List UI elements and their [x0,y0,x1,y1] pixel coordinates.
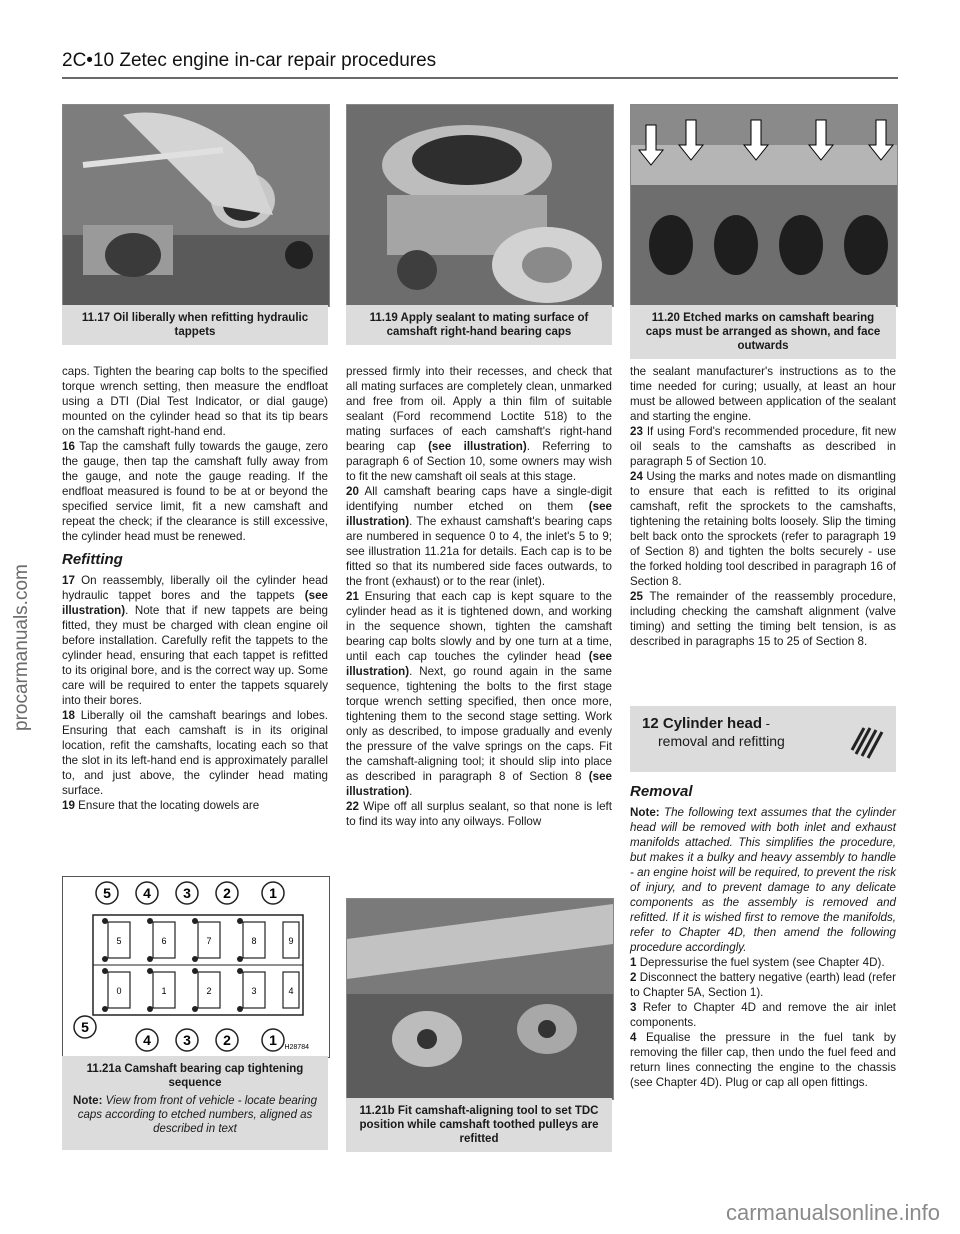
paragraph [630,469,896,589]
cap-number: 7 [206,936,212,946]
text-column-3 [630,364,896,649]
cap-number: 8 [251,936,257,946]
illustration-reference: (see illustration) [428,440,527,453]
difficulty-spanner-icon [850,720,886,760]
header-divider [62,77,898,79]
paragraph [630,1000,896,1030]
photo-etched-marks [630,104,898,307]
paragraph-text: . [409,785,413,798]
text-column-1 [62,364,328,813]
sequence-number: 2 [223,885,231,901]
cap-number: 3 [251,986,257,996]
paragraph-text: Equalise the pressure in the fuel tank by removing the filler cap, then undo the fuel feed and return lines connecting the engine to the chassis (see Chapter 4D). Plug or cap all open fittings. [630,1031,896,1089]
paragraph-text: . Referring to paragraph 6 of Section 10, some owners may wish to fit the new camshaft oil seals at this stage. [346,440,612,483]
sequence-number: 3 [183,885,191,901]
text-column-3-lower [630,784,896,1090]
sequence-number: 4 [143,1032,151,1048]
sequence-number: 2 [223,1032,231,1048]
paragraph-text: The remainder of the reassembly procedure, including checking the camshaft alignment (valve timing) and setting the timing belt tension, is as described in paragraphs 15 to 25 of Section 8. [630,590,896,648]
paragraph-number: 18 [62,709,75,722]
paragraph-number: 17 [62,574,75,587]
paragraph-text: All camshaft bearing caps have a single-digit identifying number etched on them [346,485,612,513]
paragraph-number: 24 [630,470,643,483]
paragraph-text: . The exhaust camshaft's bearing caps are numbered in sequence 0 to 4, the inlet's 5 to 9; see illustration 11.21a for details. Each cap is to be fitted so that its numbered side faces outwards, to the front (exhaust) or to the rear (inlet). [346,515,612,588]
paragraph [346,364,612,484]
illustration-reference: (see illustration) [346,650,612,678]
note-label: Note: [630,806,660,819]
paragraph: caps. Tighten the bearing cap bolts to the specified torque wrench setting, then measure the endfloat using a DTI (Dial Test Indicator, or dial gauge) mounted on the cylinder head so that its tip bears on the camshaft right-hand end. [62,365,328,438]
section-subtitle: removal and refitting [658,733,785,749]
diagram-note [70,1094,320,1136]
cap-number: 6 [161,936,167,946]
diagram-caption-block [62,1056,328,1150]
paragraph-number: 2 [630,971,637,984]
subheading-removal: Removal [630,783,693,800]
paragraph-text: If using Ford's recommended procedure, fit new oil seals to the camshafts as described in paragraph 5 of Section 10. [630,425,896,468]
cap-number: 1 [161,986,167,996]
paragraph-number: 1 [630,956,637,969]
diagram-caption: 11.21a Camshaft bearing cap tightening sequence [86,1063,304,1089]
paragraph-number: 3 [630,1001,637,1014]
paragraph-text: Liberally oil the camshaft bearings and lobes. Ensuring that each camshaft is in its original location, refit the camshafts, locating each so that the slot in its left-hand end is approximately parallel to, and just above, the cylinder head mating surface. [62,709,328,797]
paragraph [62,708,328,798]
paragraph [630,424,896,469]
cap-number: 5 [116,936,122,946]
paragraph-number: 21 [346,590,359,603]
photo-apply-sealant [346,104,614,307]
paragraph-number: 20 [346,485,359,498]
cap-number: 4 [288,986,294,996]
paragraph [630,1030,896,1090]
sequence-number: 5 [81,1019,89,1035]
paragraph-text: Depressurise the fuel system (see Chapter 4D). [639,956,885,969]
paragraph-text: Tap the camshaft fully towards the gauge, zero the gauge, then tap the camshaft fully away from the gauge, and note the gauge reading. If the endfloat measured is found to be at or beyond the specified service limit, fit a new camshaft and repeat the check; if the clearance is still excessive, the cylinder head must be renewed. [62,440,328,543]
photo-aligning-tool [346,898,614,1100]
paragraph [346,589,612,799]
paragraph-text: Ensure that the locating dowels are [78,799,260,812]
photo-caption: 11.17 Oil liberally when refitting hydraulic tappets [62,305,328,345]
paragraph-text: Disconnect the battery negative (earth) lead (refer to Chapter 5A, Section 1). [630,971,896,999]
photo-oil-tappets [62,104,330,307]
paragraph-number: 4 [630,1031,637,1044]
side-watermark: procarmanuals.com [11,564,32,731]
paragraph-text: . Next, go round again in the same sequence, tightening the bolts to the first stage torque wrench setting specified, then once more, tightening them to the second stage setting. Work only as described, to impose gradually and evenly the pressure of the valve springs on the caps. Fit the camshaft-aligning tool; it should slip into place as described in paragraph 8 of Section 8 [346,665,612,783]
illustration-reference: (see illustration) [346,500,612,528]
sequence-number: 5 [103,885,111,901]
paragraph-text: On reassembly, liberally oil the cylinder head hydraulic tappet bores and the tappets [62,574,328,602]
cap-number: 0 [116,986,122,996]
diagram-bearing-cap-sequence [62,876,330,1058]
paragraph [62,439,328,544]
cap-number: 2 [206,986,212,996]
sequence-number: 4 [143,885,151,901]
paragraph [346,799,612,829]
paragraph-text: pressed firmly into their recesses, and check that all mating surfaces are completely clean, unmarked and free from oil. Apply a thin film of suitable sealant (Ford recommend Loctite 518) to the mating surfaces of each camshaft's right-hand bearing cap [346,365,612,453]
paragraph-text: . Note that if new tappets are being fitted, they must be charged with clean engine oil before installation. Carefully refit the tappets to the cylinder head, ensuring that each tappet is refitted to its original bore, and is the correct way up. Some care will be required to enter the tappets squarely into their bores. [62,604,328,707]
paragraph [630,970,896,1000]
note-text: The following text assumes that the cylinder head will be removed with both inlet and exhaust manifolds attached. This simplifies the procedure, but makes it a bulky and heavy assembly to handle - an engine hoist will be required, to prevent the risk of injury, and to prevent damage to any delicate components as the assembly is removed and refitted. If it is wished first to remove the manifolds, refer to Chapter 4D, then amend the following procedure accordingly. [630,806,896,954]
sequence-number: 3 [183,1032,191,1048]
section-title: Cylinder head [662,715,763,732]
paragraph [62,573,328,708]
section-header-cylinder-head [630,706,896,772]
figure-reference-code: H28784 [284,1044,309,1051]
paragraph-text: Ensuring that each cap is kept square to the cylinder head as it is tightened down, and working in the sequence shown, tighten the camshaft bearing cap bolts slowly and by one turn at a time, until each cap touches the cylinder head [346,590,612,663]
paragraph-text: Using the marks and notes made on dismantling to ensure that each is refitted to its original camshaft, refit the sprockets to the camshafts, tightening the retaining bolts loosely. Slip the timing belt back onto the sprockets (refer to paragraph 19 of Section 8) and tighten the bolts securely - use the forked holding tool described in paragraph 16 of Section 8. [630,470,896,588]
note-label: Note: [73,1095,103,1107]
sequence-number: 1 [269,885,277,901]
paragraph-number: 23 [630,425,643,438]
paragraph-text: Refer to Chapter 4D and remove the air inlet components. [630,1001,896,1029]
note-paragraph [630,805,896,955]
paragraph [346,484,612,589]
paragraph-number: 16 [62,440,75,453]
text-column-2 [346,364,612,829]
photo-caption: 11.21b Fit camshaft-aligning tool to set TDC position while camshaft toothed pulleys are refitted [346,1098,612,1152]
paragraph-number: 19 [62,799,75,812]
page-title: 2C•10 Zetec engine in-car repair procedures [62,50,437,71]
paragraph [630,589,896,649]
paragraph: the sealant manufacturer's instructions as to the time needed for curing; usually, at least an hour must be allowed between application of the sealant and starting the engine. [630,365,896,423]
photo-caption: 11.19 Apply sealant to mating surface of camshaft right-hand bearing caps [346,305,612,345]
subheading-refitting: Refitting [62,551,123,568]
paragraph-text: Wipe off all surplus sealant, so that none is left to find its way into any oilways. Follow [346,800,612,828]
paragraph [630,955,896,970]
footer-watermark: carmanualsonline.info [725,1200,940,1225]
illustration-reference: (see illustration) [62,589,328,617]
paragraph-number: 25 [630,590,643,603]
section-dash: - [762,716,771,731]
illustration-reference: (see illustration) [346,770,612,798]
cap-number: 9 [288,936,294,946]
note-text: View from front of vehicle - locate bearing caps according to etched numbers, aligned as described in text [77,1095,317,1135]
section-number: 12 [642,715,659,732]
paragraph [62,798,328,813]
paragraph-number: 22 [346,800,359,813]
photo-caption: 11.20 Etched marks on camshaft bearing caps must be arranged as shown, and face outwards [630,305,896,359]
sequence-number: 1 [269,1032,277,1048]
section-heading [642,715,770,732]
